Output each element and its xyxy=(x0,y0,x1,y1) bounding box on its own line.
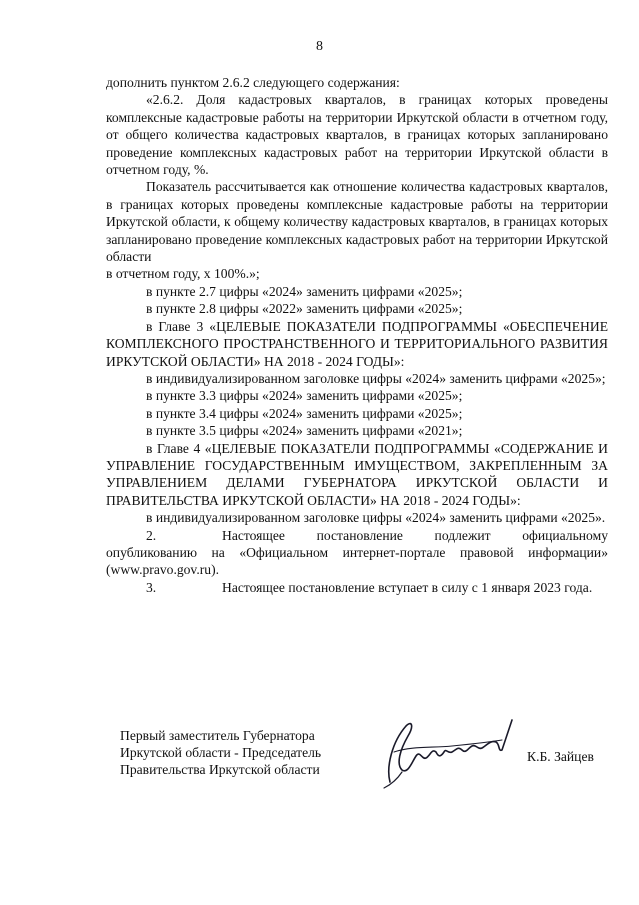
signature-position xyxy=(120,727,321,778)
paragraph-indicator-calc-end: в отчетном году, х 100%.»; xyxy=(106,266,260,282)
paragraph-point-3-3: в пункте 3.3 цифры «2024» заменить цифрами «2025»; xyxy=(146,388,463,404)
paragraph-chapter-3-heading: в индивидуализированном заголовке цифры «2024» заменить цифрами «2025»; xyxy=(146,370,606,386)
paragraph-item-3 xyxy=(106,579,608,596)
signatory-name: К.Б. Зайцев xyxy=(527,749,594,764)
paragraph-chapter-4: в Главе 4 «ЦЕЛЕВЫЕ ПОКАЗАТЕЛИ ПОДПРОГРАММЫ «СОДЕРЖАНИЕ И УПРАВЛЕНИЕ ГОСУДАРСТВЕННЫМ ИМУЩЕСТВОМ, ЗАКРЕПЛЕННЫМ ЗА УПРАВЛЕНИЕМ ДЕЛАМИ ГУБЕРНАТОРА ИРКУТСКОЙ ОБЛАСТИ И ПРАВИТЕЛЬСТВА ИРКУТСКОЙ ОБЛАСТИ» НА 2018 - 2024 ГОДЫ»: xyxy=(106,440,608,508)
item-3-text: Настоящее постановление вступает в силу с 1 января 2023 года. xyxy=(222,579,593,595)
paragraph-item-2 xyxy=(106,527,608,579)
signature-line-3: Правительства Иркутской области xyxy=(120,762,320,777)
page-number: 8 xyxy=(316,39,323,54)
item-number-2: 2. xyxy=(146,527,157,543)
paragraph-point-2-8: в пункте 2.8 цифры «2022» заменить цифрами «2025»; xyxy=(146,301,463,317)
document-body xyxy=(106,74,608,596)
paragraph-point-3-5: в пункте 3.5 цифры «2024» заменить цифрами «2021»; xyxy=(146,423,463,439)
handwritten-signature xyxy=(372,712,522,792)
paragraph-intro: дополнить пунктом 2.6.2 следующего содержания: xyxy=(106,75,400,90)
paragraph-chapter-4-heading: в индивидуализированном заголовке цифры «2024» заменить цифрами «2025». xyxy=(146,510,606,526)
signature-line-1: Первый заместитель Губернатора xyxy=(120,728,315,743)
paragraph-indicator-calc: Показатель рассчитывается как отношение количества кадастровых кварталов, в границах которых проведены комплексные кадастровые работы на территории Иркутской области, к общему количеству кадастровых кварталов, в границах которых запланировано проведение комплексных кадастровых работ на территории Иркутской области xyxy=(106,179,608,265)
paragraph-point-3-4: в пункте 3.4 цифры «2024» заменить цифрами «2025»; xyxy=(146,405,463,421)
item-number-3: 3. xyxy=(146,579,157,595)
item-2-text: Настоящее постановление подлежит официальному опубликованию на «Официальном интернет-портале правовой информации» (www.pravo.gov.ru). xyxy=(106,527,608,578)
paragraph-point-2-7: в пункте 2.7 цифры «2024» заменить цифрами «2025»; xyxy=(146,283,463,299)
paragraph-2-6-2: «2.6.2. Доля кадастровых кварталов, в границах которых проведены комплексные кадастровые работы на территории Иркутской области в отчетном году, от общего количества кадастровых кварталов, в границах которых запланировано проведение комплексных кадастровых работ на территории Иркутской области в отчетном году, %. xyxy=(106,92,608,178)
paragraph-chapter-3: в Главе 3 «ЦЕЛЕВЫЕ ПОКАЗАТЕЛИ ПОДПРОГРАММЫ «ОБЕСПЕЧЕНИЕ КОМПЛЕКСНОГО ПРОСТРАНСТВЕННОГО И ТЕРРИТОРИАЛЬНОГО РАЗВИТИЯ ИРКУТСКОЙ ОБЛАСТИ» НА 2018 - 2024 ГОДЫ»: xyxy=(106,318,608,369)
signature-line-2: Иркутской области - Председатель xyxy=(120,745,322,760)
